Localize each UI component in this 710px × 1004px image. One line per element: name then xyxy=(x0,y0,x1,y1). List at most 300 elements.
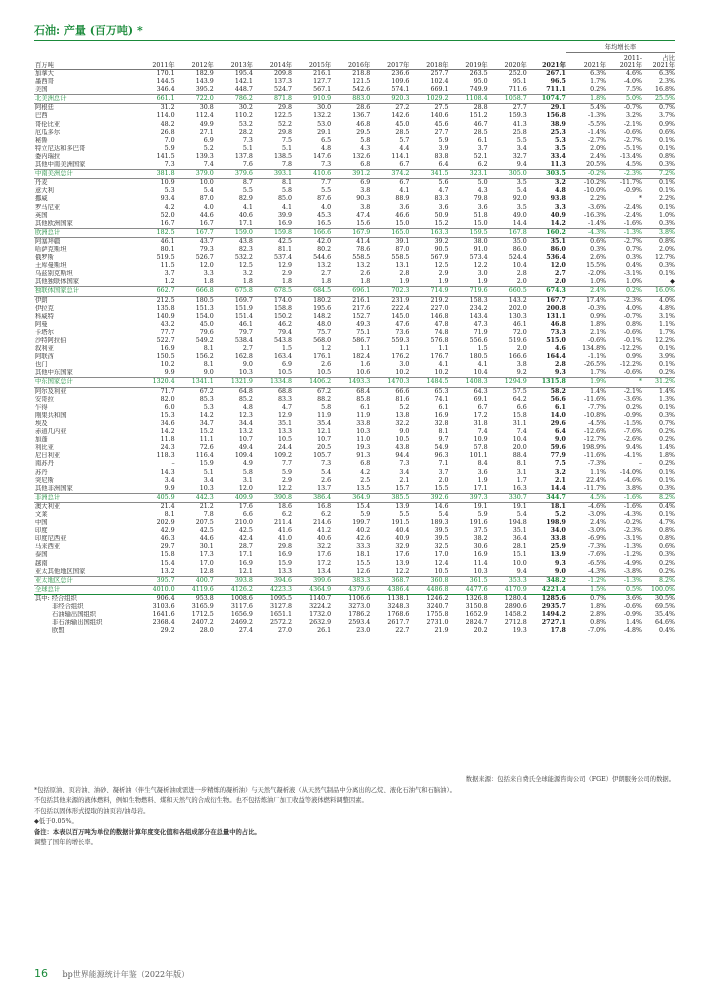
cell-value: 883.0 xyxy=(331,95,370,104)
cell-value: 0.3% xyxy=(659,219,675,227)
cell-value: 30.6 xyxy=(473,543,488,551)
cell-value: 11.4 xyxy=(473,559,488,567)
cell-value: 395.7 xyxy=(136,576,175,585)
row-label: 罗马尼亚 xyxy=(35,203,61,211)
cell-value: 405.9 xyxy=(136,493,175,502)
footer xyxy=(34,967,189,980)
cell-value: 50.9 xyxy=(434,211,449,219)
row-label: 泰国 xyxy=(35,551,48,559)
cell-value: 7.7 xyxy=(321,179,332,187)
cell-value: 567.9 xyxy=(430,254,449,262)
cell-value: 2727.1 xyxy=(541,619,566,627)
cell-value: 6.6 xyxy=(516,403,527,411)
cell-value: 160.2 xyxy=(527,228,566,237)
cell-value: 6.1 xyxy=(554,403,566,411)
cell-value: 77.9 xyxy=(550,452,566,460)
cell-value: 0.1% xyxy=(659,468,675,476)
cell-value: -0.6% xyxy=(623,603,643,610)
cell-value: 1.8 xyxy=(203,278,214,286)
cell-value: 37.5 xyxy=(473,527,488,535)
cell-value: 4.7 xyxy=(438,187,449,195)
cell-value: 29.8 xyxy=(278,128,293,136)
cell-value: 252.0 xyxy=(508,70,527,77)
cell-value: 15.2 xyxy=(199,428,214,436)
cell-value: 1315.8 xyxy=(527,378,566,387)
cell-value: -1.3% xyxy=(606,576,642,585)
table-row xyxy=(34,161,675,170)
cell-value: 662.7 xyxy=(136,287,175,296)
row-label: 北美洲总计 xyxy=(34,95,136,104)
cell-value: 77.7 xyxy=(160,328,175,336)
cell-value: 16.9 xyxy=(434,411,449,419)
cell-value: 0.8% xyxy=(590,619,607,627)
cell-value: 42.9 xyxy=(160,527,175,535)
cell-value: 34.7 xyxy=(199,419,214,427)
cell-value: 661.1 xyxy=(136,95,175,104)
cell-value: 12.5 xyxy=(238,262,253,270)
footer-text: bp世界能源统计年鉴（2022年版） xyxy=(62,970,190,979)
column-header: 2020年 xyxy=(488,53,527,70)
cell-value: 32.5 xyxy=(434,543,449,551)
cell-value: -2.4% xyxy=(623,211,643,219)
cell-value: 42.5 xyxy=(278,237,293,245)
cell-value: 28.8 xyxy=(473,104,488,112)
cell-value: 7.5 xyxy=(282,136,293,144)
cell-value: 5.4 xyxy=(516,510,527,518)
cell-value: -5.5% xyxy=(587,120,607,128)
cell-value: 75.7 xyxy=(317,328,332,336)
cell-value: 156.8 xyxy=(546,112,566,120)
cell-value: 0.3% xyxy=(626,254,643,262)
cell-value: 0.1% xyxy=(659,187,675,195)
table-row xyxy=(34,387,675,396)
cell-value: 6.1 xyxy=(438,403,449,411)
cell-value: 0.2% xyxy=(659,428,675,436)
cell-value: 1641.6 xyxy=(152,611,175,619)
cell-value: 2.6% xyxy=(590,254,607,262)
cell-value: 10.2 xyxy=(160,361,175,369)
cell-value: 176.1 xyxy=(313,353,332,361)
cell-value: 39.9 xyxy=(278,211,293,219)
cell-value: 8.2% xyxy=(642,493,675,502)
cell-value: -2.4% xyxy=(623,203,643,211)
cell-value: 383.3 xyxy=(331,576,370,585)
row-label: 非石油输出国组织 xyxy=(52,619,103,627)
cell-value: 72.6 xyxy=(199,444,214,452)
cell-value: 4.1 xyxy=(282,203,293,211)
cell-value: 12.6 xyxy=(356,567,371,575)
source-note: 数据来源：包括来自费氏全球能源咨询公司（FGE）伊朗服务公司的数据。 xyxy=(465,776,675,783)
table-row xyxy=(34,212,675,220)
cell-value: 6.3% xyxy=(590,70,607,77)
cell-value: 3.2% xyxy=(626,112,643,120)
cell-value: 5.8 xyxy=(242,468,253,476)
cell-value: 222.4 xyxy=(391,304,410,312)
row-label: 伊拉克 xyxy=(35,304,54,312)
cell-value: 17.1 xyxy=(238,551,253,559)
cell-value: 57.5 xyxy=(512,387,527,395)
cell-value: 1.2 xyxy=(164,278,175,286)
cell-value: 88.9 xyxy=(395,195,410,203)
cell-value: 10.2 xyxy=(395,369,410,377)
cell-value: 3.8% xyxy=(626,484,643,492)
cell-value: -0.3% xyxy=(587,304,607,312)
table-row xyxy=(34,246,675,254)
cell-value: 44.6 xyxy=(199,211,214,219)
cell-value: 35.1 xyxy=(512,527,527,535)
cell-value: 11.0 xyxy=(356,436,371,444)
cell-value: 381.8 xyxy=(136,170,175,179)
cell-value: 0.7% xyxy=(566,594,606,603)
cell-value: 64.3 xyxy=(473,387,488,395)
cell-value: 0.2% xyxy=(590,86,607,94)
cell-value: 2469.2 xyxy=(230,619,253,627)
cell-value: 906.4 xyxy=(136,594,175,603)
cell-value: 28.5 xyxy=(395,128,410,136)
cell-value: 20.2 xyxy=(473,627,488,635)
cell-value: -1.2% xyxy=(623,551,643,559)
cell-value: 68.8 xyxy=(278,387,293,395)
cell-value: 364.9 xyxy=(331,493,370,502)
column-header: 2015年 xyxy=(292,53,331,70)
table-row xyxy=(34,145,675,153)
cell-value: 25.9 xyxy=(550,543,566,551)
cell-value: 660.5 xyxy=(488,287,527,296)
cell-value: 2.6 xyxy=(321,361,332,369)
cell-value: 64.2 xyxy=(512,395,527,403)
cell-value: 10.5 xyxy=(317,369,332,377)
cell-value: 2.0 xyxy=(516,345,527,353)
cell-value: 674.3 xyxy=(527,287,566,296)
table-row xyxy=(34,527,675,535)
column-header: 2017年 xyxy=(370,53,409,70)
cell-value: 7.8 xyxy=(282,161,293,169)
cell-value: 9.0 xyxy=(554,567,566,575)
cell-value: 1732.0 xyxy=(309,611,332,619)
cell-value: 1320.4 xyxy=(136,378,175,387)
cell-value: 556.6 xyxy=(469,337,488,344)
cell-value: 59.6 xyxy=(550,444,566,452)
cell-value: 5.6 xyxy=(438,179,449,187)
cell-value: 3.1 xyxy=(516,468,527,476)
cell-value: 5.4 xyxy=(203,187,214,195)
cell-value: 139.3 xyxy=(195,152,214,160)
cell-value: 2.2% xyxy=(590,195,607,203)
cell-value: 92.0 xyxy=(512,195,527,203)
cell-value: 57.8 xyxy=(473,444,488,452)
cell-value: 30.5% xyxy=(642,594,675,603)
cell-value: 1138.1 xyxy=(370,594,409,603)
cell-value: 5.8 xyxy=(321,403,332,411)
cell-value: 17.1 xyxy=(238,219,253,227)
cell-value: 195.6 xyxy=(313,304,332,312)
row-label: 其他非洲国家 xyxy=(35,484,73,492)
cell-value: 32.8 xyxy=(434,419,449,427)
cell-value: 559.3 xyxy=(391,337,410,344)
cell-value: 25.5% xyxy=(642,95,675,104)
cell-value: -4.1% xyxy=(623,452,643,460)
cell-value: 53.2 xyxy=(238,120,253,128)
cell-value: 0.8% xyxy=(659,535,675,543)
cell-value: 144.5 xyxy=(156,78,175,86)
cell-value: 151.9 xyxy=(234,304,253,312)
cell-value: 83.3 xyxy=(434,195,449,203)
column-header: 2019年 xyxy=(449,53,488,70)
cell-value: 19.1 xyxy=(512,502,527,510)
cell-value: 9.0 xyxy=(554,436,566,444)
cell-value: 1.0% xyxy=(590,278,607,286)
cell-value: 1321.9 xyxy=(214,378,253,387)
note-3: 不包括以固体形式提取的油页岩/油母岩。 xyxy=(34,807,150,815)
cell-value: 195.4 xyxy=(234,70,253,77)
table-row xyxy=(34,329,675,337)
cell-value: 8.1 xyxy=(203,345,214,353)
cell-value: 78.6 xyxy=(356,245,371,253)
cell-value: 3.2 xyxy=(554,179,566,187)
cell-value: 4.0 xyxy=(203,203,214,211)
cell-value: 91.3 xyxy=(356,452,371,460)
cell-value: 122.5 xyxy=(274,112,293,120)
cell-value: 3.4 xyxy=(399,468,410,476)
table-row xyxy=(34,129,675,137)
cell-value: 0.1% xyxy=(659,345,675,353)
cell-value: 3.7 xyxy=(438,468,449,476)
cell-value: 666.8 xyxy=(175,287,214,296)
cell-value: 219.2 xyxy=(430,296,449,304)
cell-value: 2368.4 xyxy=(152,619,175,627)
cell-value: -0.6% xyxy=(623,369,643,377)
cell-value: 198.9% xyxy=(582,444,607,452)
cell-value: 3.4 xyxy=(203,476,214,484)
cell-value: 7.4 xyxy=(203,161,214,169)
cell-value: 52.2 xyxy=(278,120,293,128)
column-header-row xyxy=(34,53,675,70)
cell-value: 114.1 xyxy=(391,152,410,160)
cell-value: 16.9 xyxy=(160,345,175,353)
cell-value: 392.6 xyxy=(409,493,448,502)
cell-value: 80.1 xyxy=(160,245,175,253)
note-1: *包括原油、页岩油、油砂、凝析油（伴生气凝析油或需进一步精炼的凝析油）与天然气凝析液（从天然气制品中分离出的乙烷、液化石油气和石脑油）。 xyxy=(34,786,456,794)
table-row xyxy=(34,369,675,378)
cell-value: 13.3 xyxy=(278,567,293,575)
cell-value: 3150.8 xyxy=(465,603,488,610)
cell-value: 13.9 xyxy=(395,559,410,567)
cell-value: 40.6 xyxy=(238,211,253,219)
cell-value: 442.3 xyxy=(175,493,214,502)
cell-value: 1285.6 xyxy=(527,594,566,603)
cell-value: -1.4% xyxy=(587,219,607,227)
cell-value: 5.8 xyxy=(360,136,371,144)
cell-value: 2.9 xyxy=(282,270,293,278)
cell-value: 4.6 xyxy=(554,345,566,353)
cell-value: 0.6% xyxy=(590,237,607,245)
cell-value: 6.1 xyxy=(477,136,488,144)
cell-value: 27.1 xyxy=(199,128,214,136)
cell-value: 79.7 xyxy=(238,328,253,336)
cell-value: – xyxy=(171,460,175,468)
cell-value: 15.3 xyxy=(160,411,175,419)
cell-value: -1.6% xyxy=(623,502,643,510)
cell-value: 32.2 xyxy=(317,543,332,551)
cell-value: 142.1 xyxy=(234,78,253,86)
table-row xyxy=(34,321,675,329)
cell-value: 9.4 xyxy=(516,161,527,169)
cell-value: 2593.4 xyxy=(348,619,371,627)
cell-value: 41.0 xyxy=(278,535,293,543)
cell-value: 29.7 xyxy=(160,543,175,551)
cell-value: 16.9 xyxy=(278,219,293,227)
cell-value: 32.9 xyxy=(395,543,410,551)
cell-value: 131.1 xyxy=(546,312,566,320)
column-header: 2011年 xyxy=(136,53,175,70)
cell-value: 4.0% xyxy=(659,296,675,304)
cell-value: 16.5 xyxy=(317,219,332,227)
cell-value: 549.2 xyxy=(195,337,214,344)
cell-value: -2.6% xyxy=(623,436,643,444)
cell-value: 9.0 xyxy=(242,361,253,369)
cell-value: 12.3 xyxy=(238,411,253,419)
cell-value: 257.7 xyxy=(430,70,449,77)
cell-value: 7.8 xyxy=(203,510,214,518)
cell-value: 519.5 xyxy=(156,254,175,262)
cell-value: -10.8% xyxy=(583,411,607,419)
cell-value: 2.8% xyxy=(590,611,607,619)
cell-value: 53.0 xyxy=(317,120,332,128)
row-label: 澳大利亚 xyxy=(35,502,61,510)
cell-value: 1.9 xyxy=(399,278,410,286)
cell-value: 21.4 xyxy=(160,502,175,510)
cell-value: 1.3% xyxy=(659,395,675,403)
cell-value: 5.5 xyxy=(242,187,253,195)
cell-value: 109.2 xyxy=(274,452,293,460)
cell-value: 6.4 xyxy=(554,428,566,436)
cell-value: 88.2 xyxy=(317,395,332,403)
cell-value: 40.9 xyxy=(395,535,410,543)
cell-value: 3127.8 xyxy=(269,603,293,610)
table-row xyxy=(34,560,675,568)
cell-value: -2.1% xyxy=(623,387,643,395)
cell-value: 75.1 xyxy=(356,328,371,336)
cell-value: 166.6 xyxy=(292,228,331,237)
row-label: 欧洲总计 xyxy=(34,228,136,237)
cell-value: 47.4 xyxy=(356,211,371,219)
cell-value: 10.7 xyxy=(317,436,332,444)
cell-value: 9.7 xyxy=(438,436,449,444)
cell-value: 7.3 xyxy=(242,136,253,144)
cell-value: 2.8 xyxy=(399,270,410,278)
cell-value: 4477.6 xyxy=(449,585,488,594)
cell-value: 42.0 xyxy=(317,237,332,245)
note-6: 调整了国年的增长率。 xyxy=(34,839,97,846)
table-row xyxy=(34,428,675,436)
row-label: 埃及 xyxy=(35,419,48,427)
cell-value: 58.2 xyxy=(550,387,566,395)
cell-value: 711.1 xyxy=(546,86,566,94)
table-row xyxy=(34,353,675,361)
cell-value: 5.5 xyxy=(516,136,527,144)
cell-value: 169.7 xyxy=(234,296,253,304)
cell-value: 2.6 xyxy=(321,476,332,484)
cell-value: 390.8 xyxy=(253,493,292,502)
cell-value: 67.2 xyxy=(317,387,332,395)
cell-value: 722.0 xyxy=(175,95,214,104)
table-row xyxy=(34,220,675,229)
cell-value: 45.3 xyxy=(317,211,332,219)
cell-value: 87.6 xyxy=(317,195,332,203)
cell-value: 2.0 xyxy=(554,278,566,286)
cell-value: 4223.3 xyxy=(253,585,292,594)
cell-value: 573.4 xyxy=(469,254,488,262)
cell-value: 1656.9 xyxy=(230,611,253,619)
cell-value: 132.6 xyxy=(352,152,371,160)
cell-value: 522.7 xyxy=(156,337,175,344)
cell-value: 154.0 xyxy=(195,312,214,320)
cell-value: 5.4 xyxy=(516,187,527,195)
cell-value: 1.4% xyxy=(659,444,675,452)
cell-value: 5.9 xyxy=(477,510,488,518)
cell-value: 35.1 xyxy=(550,237,566,245)
cell-value: 158.3 xyxy=(469,296,488,304)
cell-value: 4.1 xyxy=(399,187,410,195)
cell-value: 170.1 xyxy=(156,70,175,77)
cell-value: 702.3 xyxy=(370,287,409,296)
cell-value: -11.6% xyxy=(583,395,607,403)
table-row xyxy=(34,543,675,551)
cell-value: 10.9 xyxy=(473,436,488,444)
cell-value: 74.8 xyxy=(434,328,449,336)
row-label: 刚果共和国 xyxy=(35,411,67,419)
cell-value: 1768.6 xyxy=(387,611,410,619)
row-label: 俄罗斯 xyxy=(35,254,54,262)
table-row xyxy=(34,594,675,603)
cell-value: 5.4 xyxy=(438,510,449,518)
cell-value: -3.6% xyxy=(587,203,607,211)
cell-value: 202.9 xyxy=(156,519,175,527)
cell-value: 515.0 xyxy=(546,337,566,344)
cell-value: 0.8% xyxy=(659,527,675,535)
cell-value: 109.6 xyxy=(391,78,410,86)
row-label: 文莱 xyxy=(35,510,48,518)
cell-value: -2.7% xyxy=(623,136,643,144)
cell-value: * xyxy=(638,195,643,203)
cell-value: -1.1% xyxy=(587,353,607,361)
table-row xyxy=(34,361,675,369)
cell-value: 12.9 xyxy=(278,262,293,270)
cell-value: 79.6 xyxy=(199,328,214,336)
cell-value: 28.1 xyxy=(512,543,527,551)
cell-value: 13.7 xyxy=(317,484,332,492)
cell-value: 227.0 xyxy=(430,304,449,312)
cell-value: 5.8 xyxy=(282,187,293,195)
row-label: 厄瓜多尔 xyxy=(35,128,61,136)
cell-value: 8.1 xyxy=(164,510,175,518)
cell-value: 1326.8 xyxy=(449,594,488,603)
cell-value: -1.3% xyxy=(623,543,643,551)
cell-value: 27.2 xyxy=(395,104,410,112)
cell-value: 39.1 xyxy=(395,237,410,245)
cell-value: 143.4 xyxy=(469,312,488,320)
cell-value: -0.2% xyxy=(566,170,606,179)
row-label: 也门 xyxy=(35,361,48,369)
cell-value: 102.4 xyxy=(430,78,449,86)
cell-value: 0.6% xyxy=(659,543,675,551)
row-label: 特立尼达和多巴哥 xyxy=(35,144,86,152)
cell-value: 93.4 xyxy=(160,195,175,203)
cell-value: 393.1 xyxy=(253,170,292,179)
cell-value: 0.3% xyxy=(659,411,675,419)
cell-value: 21.9 xyxy=(434,627,449,635)
cell-value: 159.3 xyxy=(508,112,527,120)
